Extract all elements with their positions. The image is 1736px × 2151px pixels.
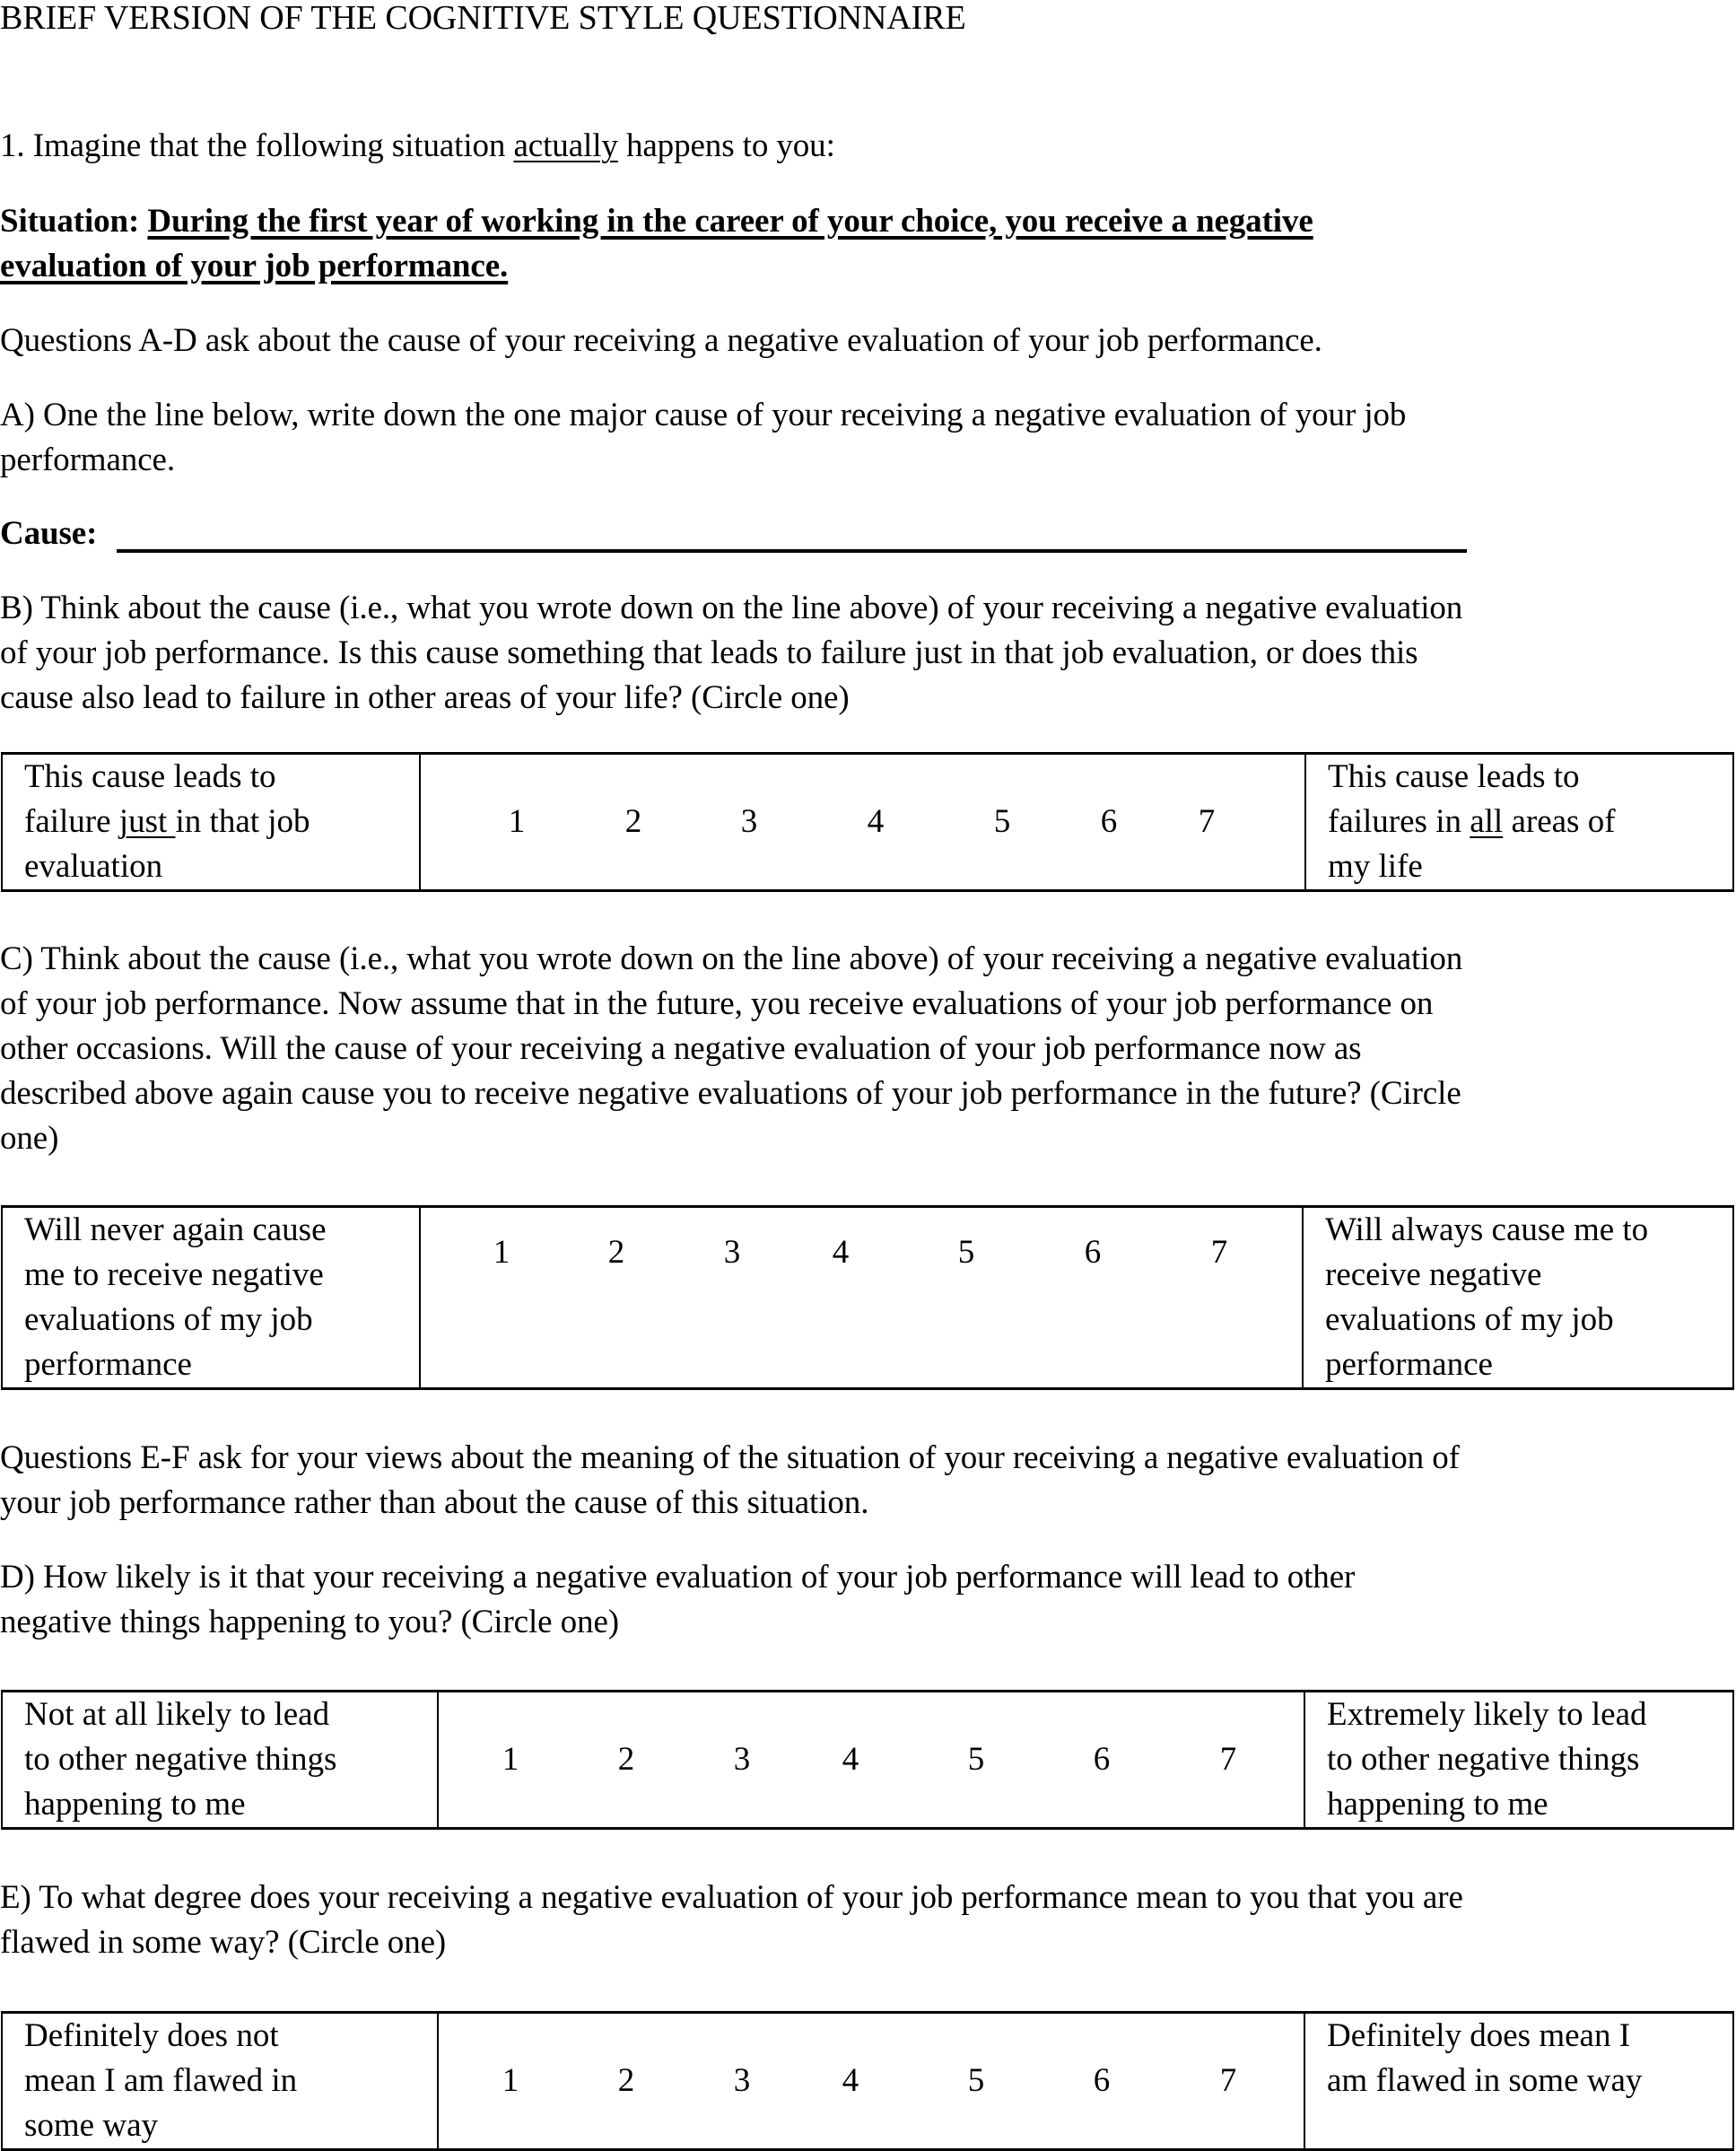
scale-right-anchor [1305,754,1733,891]
situation-label: Situation: [0,203,148,240]
anchor-text: areas of [1503,803,1616,840]
question-b-line-2: of your job performance. Is this cause something that leads to failure just in that job evaluation, or does this [0,634,1418,671]
scale-option-2[interactable]: 2 [624,803,642,840]
question-e-line-1: E) To what degree does your receiving a negative evaluation of your job performance mean to you that you are [0,1879,1463,1916]
anchor-line: Definitely does not [24,2017,279,2054]
question-a-line-2: performance. [0,442,175,478]
anchor-line: Extremely likely to lead [1327,1696,1647,1733]
scale-left-anchor [2,1207,420,1389]
anchor-line: some way [24,2107,158,2144]
anchor-line: to other negative things [24,1741,337,1778]
question-b-line-3: cause also lead to failure in other areas of your life? (Circle one) [0,679,850,716]
scale-option-2[interactable]: 2 [617,2062,635,2099]
anchor-emphasis: all [1470,803,1504,840]
scale-option-4[interactable]: 4 [832,1234,850,1271]
anchor-line: performance [1325,1346,1493,1383]
cause-input-line[interactable] [117,549,1467,553]
item-intro-suffix: happens to you: [617,127,835,164]
scale-option-3[interactable]: 3 [733,1741,751,1778]
question-c-line-1: C) Think about the cause (i.e., what you wrote down on the line above) of your receiving a negative evaluation [0,940,1463,977]
anchor-line: evaluations of my job [24,1301,313,1338]
question-c-line-5: one) [0,1120,59,1157]
anchor-line: to other negative things [1327,1741,1640,1778]
scale-option-7[interactable]: 7 [1219,2062,1237,2099]
scale-option-5[interactable]: 5 [967,2062,985,2099]
scale-option-4[interactable]: 4 [842,1741,859,1778]
anchor-line [1328,800,1732,844]
scale-option-3[interactable]: 3 [733,2062,751,2099]
scale-option-6[interactable]: 6 [1100,803,1118,840]
scale-options [438,2013,1304,2150]
question-d-scale [1,1690,1734,1830]
scale-option-1[interactable]: 1 [502,1741,519,1778]
question-e-line-2: flawed in some way? (Circle one) [0,1924,447,1961]
anchor-line: Will never again cause [24,1211,327,1248]
question-c-line-2: of your job performance. Now assume that in the future, you receive evaluations of your job performance on [0,985,1434,1022]
anchor-line: Will always cause me to [1325,1211,1649,1248]
scale-options [420,1207,1303,1389]
anchor-line: my life [1328,848,1423,885]
questions-ef-intro-line-2: your job performance rather than about the cause of this situation. [0,1484,869,1521]
scale-right-anchor [1303,1207,1733,1389]
cause-label: Cause: [0,515,98,552]
scale-left-anchor [2,2013,438,2150]
scale-option-6[interactable]: 6 [1093,2062,1111,2099]
question-c-line-3: other occasions. Will the cause of your receiving a negative evaluation of your job performance now as [0,1030,1362,1067]
scale-option-3[interactable]: 3 [723,1234,741,1271]
scale-option-2[interactable]: 2 [607,1234,625,1271]
question-b-scale [1,752,1734,892]
scale-option-3[interactable]: 3 [740,803,758,840]
anchor-text: in that job [175,803,310,840]
anchor-line: This cause leads to [24,758,276,795]
anchor-line: Not at all likely to lead [24,1696,330,1733]
scale-options [438,1692,1304,1829]
scale-option-2[interactable]: 2 [617,1741,635,1778]
scale-right-anchor [1304,1692,1733,1829]
scale-left-anchor [2,1692,438,1829]
questions-ef-intro-line-1: Questions E-F ask for your views about the meaning of the situation of your receiving a negative evaluation of [0,1439,1460,1476]
scale-option-4[interactable]: 4 [842,2062,859,2099]
anchor-line: am flawed in some way [1327,2062,1643,2099]
scale-option-7[interactable]: 7 [1219,1741,1237,1778]
anchor-line: me to receive negative [24,1256,324,1293]
scale-right-anchor [1304,2013,1733,2150]
scale-option-1[interactable]: 1 [493,1234,510,1271]
situation-line-2 [0,244,508,289]
anchor-line: evaluation [24,848,163,885]
anchor-line: performance [24,1346,192,1383]
anchor-line: receive negative [1325,1256,1542,1293]
question-d-line-1: D) How likely is it that your receiving a negative evaluation of your job performance will lead to other [0,1559,1356,1596]
scale-option-6[interactable]: 6 [1093,1741,1111,1778]
anchor-emphasis: just [118,803,176,840]
scale-option-5[interactable]: 5 [993,803,1011,840]
item-intro-emphasis: actually [513,127,618,164]
scale-option-7[interactable]: 7 [1210,1234,1228,1271]
page-title: BRIEF VERSION OF THE COGNITIVE STYLE QUESTIONNAIRE [0,0,966,37]
scale-option-4[interactable]: 4 [867,803,885,840]
anchor-line: Definitely does mean I [1327,2017,1631,2054]
item-intro-prefix: 1. Imagine that the following situation [0,127,514,164]
anchor-line: evaluations of my job [1325,1301,1614,1338]
scale-left-anchor [2,754,420,891]
anchor-text: failures in [1328,803,1470,840]
anchor-line: happening to me [24,1786,246,1823]
anchor-text: failure [24,803,119,840]
anchor-line [24,800,419,844]
question-a-line-1: A) One the line below, write down the one major cause of your receiving a negative evaluation of your job [0,397,1407,433]
anchor-line: This cause leads to [1328,758,1580,795]
situation-text-1: During the first year of working in the career of your choice, you receive a negative [147,203,1313,240]
question-e-scale [1,2011,1734,2151]
question-c-scale [1,1205,1734,1390]
scale-option-5[interactable]: 5 [957,1234,975,1271]
anchor-line: happening to me [1327,1786,1548,1823]
question-c-line-4: described above again cause you to receive negative evaluations of your job performance in the future? (Circle [0,1075,1461,1112]
question-b-line-1: B) Think about the cause (i.e., what you wrote down on the line above) of your receiving a negative evaluation [0,590,1463,626]
question-d-line-2: negative things happening to you? (Circle one) [0,1604,619,1640]
scale-options [420,754,1305,891]
scale-option-1[interactable]: 1 [502,2062,519,2099]
anchor-line: mean I am flawed in [24,2062,298,2099]
situation-text-2: evaluation of your job performance. [0,248,509,284]
scale-option-7[interactable]: 7 [1198,803,1216,840]
scale-option-1[interactable]: 1 [508,803,526,840]
questions-ad-intro: Questions A-D ask about the cause of your receiving a negative evaluation of your job performance. [0,322,1322,359]
item-intro [0,124,835,169]
scale-option-5[interactable]: 5 [967,1741,985,1778]
scale-option-6[interactable]: 6 [1084,1234,1102,1271]
situation-line-1 [0,199,1313,244]
